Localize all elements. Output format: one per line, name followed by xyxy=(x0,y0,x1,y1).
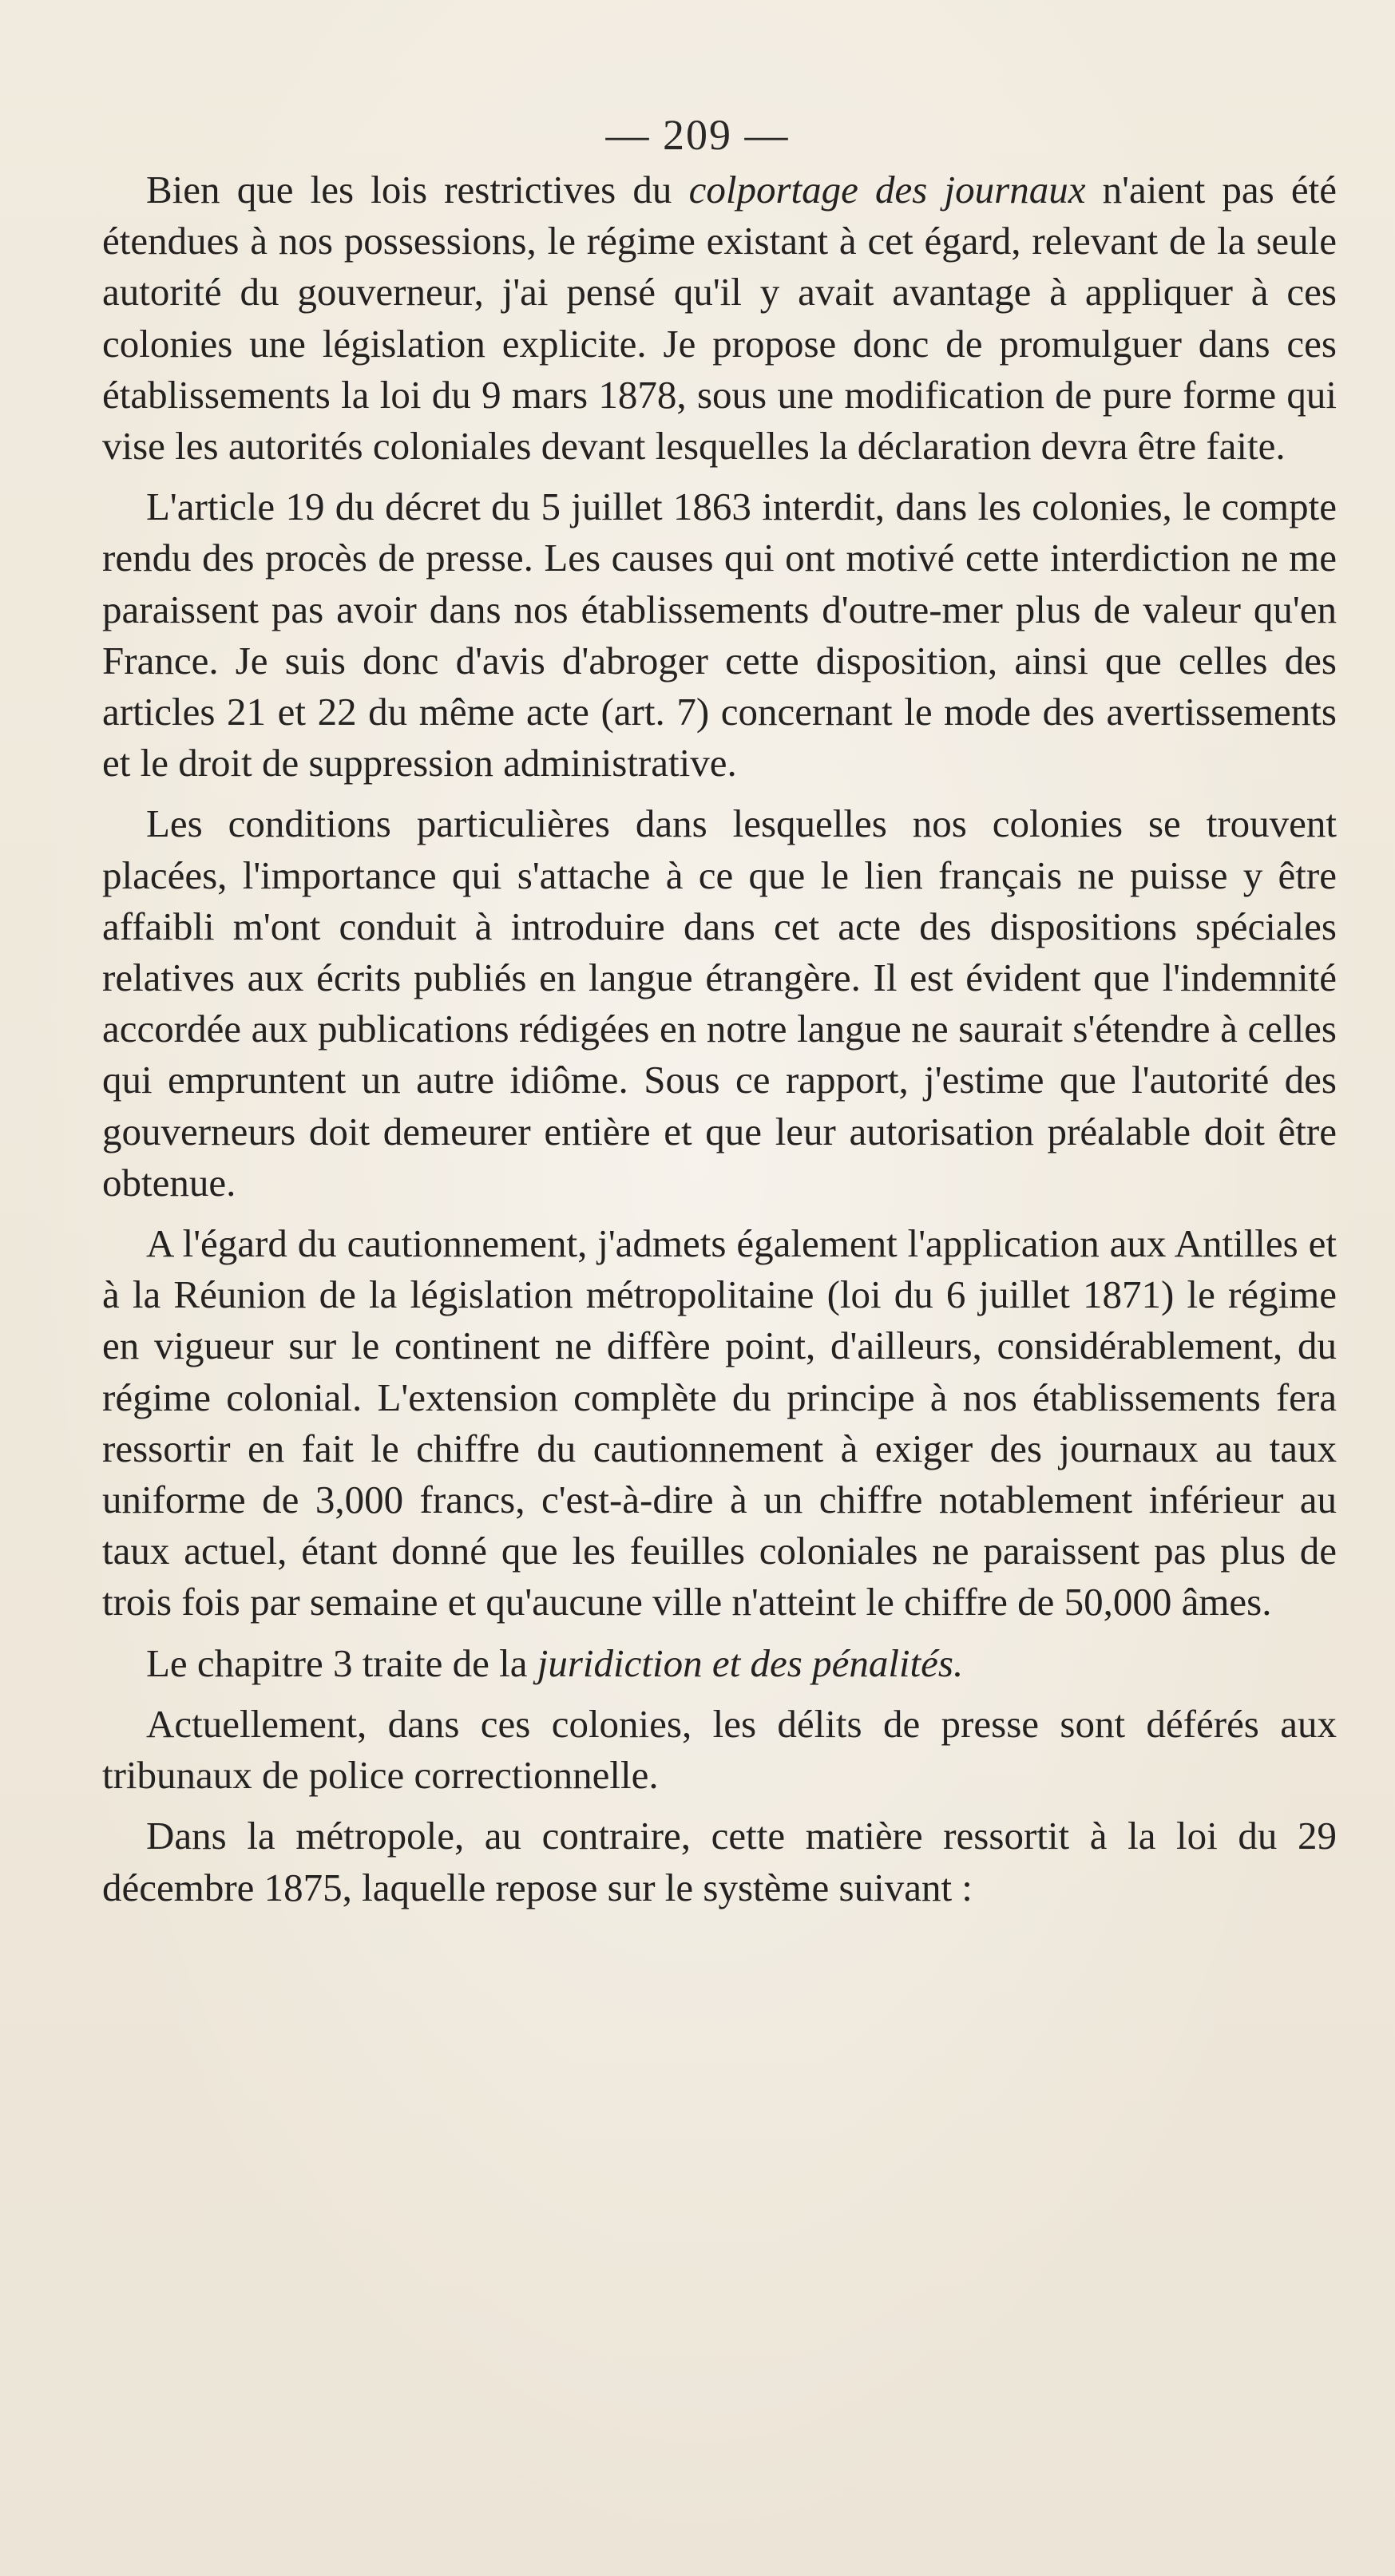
page-number: — 209 — xyxy=(605,111,790,159)
paragraph-chapitre-3: Le chapitre 3 traite de la juridiction et des pénalités. xyxy=(146,1640,964,1685)
paragraph-article-19: L'article 19 du décret du 5 juillet 1863 interdit, dans les colonies, le compte rendu des procès de presse. Les causes qui ont motivé cette interdiction ne me paraissent pas avoir dans nos établissements d'outre-mer plus de valeur qu'en France. Je suis donc d'avis d'abroger cette disposition, ainsi que celles des articles 21 et 22 du même acte (art. 7) concernant le mode des avertissements et le droit de suppression administrative. xyxy=(102,485,1337,785)
paragraph-conditions: Les conditions particulières dans lesquelles nos colonies se trouvent placées, l'importance qui s'attache à ce que le lien français ne puisse y être affaibli m'ont conduit à introduire dans cet acte des dispositions spéciales relatives aux écrits publiés en langue étrangère. Il est évident que l'indemnité accordée aux publications rédigées en notre langue ne saurait s'étendre à celles qui empruntent un autre idiôme. Sous ce rapport, j'estime que l'autorité des gouverneurs doit demeurer entière et que leur autorisation préalable doit être obtenue. xyxy=(102,801,1337,1205)
italic-phrase: colportage des journaux xyxy=(688,168,1086,212)
text-body xyxy=(102,164,1337,1913)
paragraph-colportage: Bien que les lois restrictives du colportage des journaux n'aient pas été étendues à nos possessions, le régime existant à cet égard, relevant de la seule autorité du gouverneur, j'ai pensé qu'il y avait avantage à appliquer à ces colonies une législation explicite. Je propose donc de promulguer dans ces établissements la loi du 9 mars 1878, sous une modification de pure forme qui vise les autorités coloniales devant lesquelles la déclaration devra être faite. xyxy=(102,168,1338,469)
paragraph-metropole: Dans la métropole, au contraire, cette matière ressortit à la loi du 29 décembre 1875, laquelle repose sur le système suivant : xyxy=(102,1814,1337,1909)
italic-phrase: juridiction et des pénalités. xyxy=(537,1640,964,1685)
paragraph-cautionnement: A l'égard du cautionnement, j'admets également l'application aux Antilles et à la Réunion de la législation métropolitaine (loi du 6 juillet 1871) le régime en vigueur sur le continent ne diffère point, d'ailleurs, considérablement, du régime colonial. L'extension complète du principe à nos établissements fera ressortir en fait le chiffre du cautionnement à exiger des journaux au taux uniforme de 3,000 francs, c'est-à-dire à un chiffre notablement inférieur au taux actuel, étant donné que les feuilles coloniales ne paraissent pas plus de trois fois par semaine et qu'aucune ville n'atteint le chiffre de 50,000 âmes. xyxy=(102,1221,1337,1624)
paragraph-actuellement: Actuellement, dans ces colonies, les délits de presse sont déférés aux tribunaux de police correctionnelle. xyxy=(102,1701,1337,1798)
